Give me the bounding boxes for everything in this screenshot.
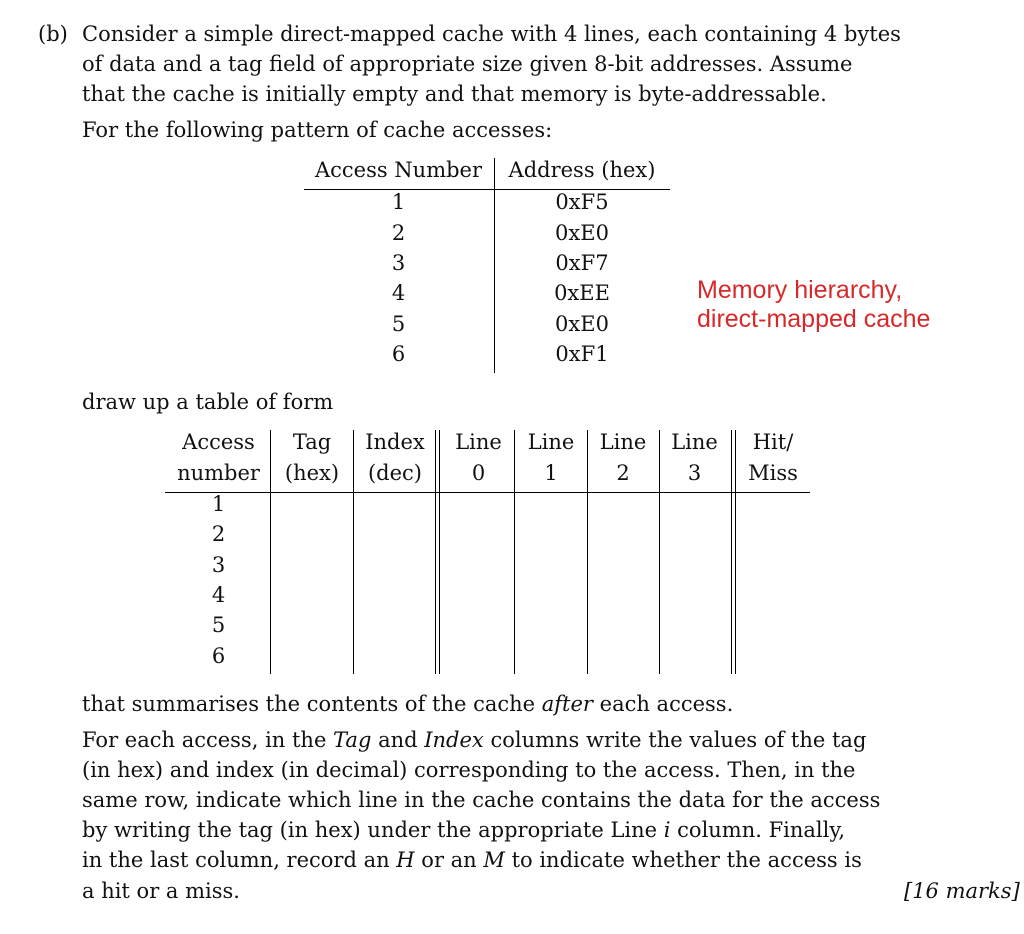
summary-text	[82, 689, 733, 719]
para-text: For each access, in the	[82, 728, 334, 752]
header-dec: (dec)	[367, 461, 423, 485]
form-row-number: 1	[211, 492, 226, 516]
header-line-1-num: 1	[544, 461, 558, 485]
access-number: 2	[391, 221, 406, 245]
header-line-2: Line	[599, 430, 647, 454]
form-table-double-rule	[435, 430, 436, 674]
header-index: Index	[365, 430, 425, 454]
intro-line-3: that the cache is initially empty and that memory is byte-addressable.	[82, 82, 827, 106]
form-row-number: 2	[211, 522, 226, 546]
summary-before: that summarises the contents of the cache	[82, 692, 542, 716]
para-text: or an	[414, 848, 484, 872]
form-row-number: 5	[211, 613, 226, 637]
access-address: 0xE0	[555, 312, 609, 336]
form-table-column-rule	[514, 430, 515, 674]
form-table-column-rule	[659, 430, 660, 674]
header-hex: (hex)	[284, 461, 340, 485]
access-number-header: Access Number	[314, 158, 483, 182]
header-line-0-num: 0	[471, 461, 486, 485]
para-text: to indicate whether the access is	[504, 848, 862, 872]
form-row-number: 6	[211, 644, 226, 668]
header-tag: Tag	[292, 430, 332, 454]
para-line-5	[82, 845, 862, 875]
para-line-2: (in hex) and index (in decimal) corresponding to the access. Then, in the	[82, 758, 856, 782]
header-miss: Miss	[748, 461, 798, 485]
access-address: 0xF7	[555, 251, 609, 275]
para-line-6: a hit or a miss.	[82, 879, 240, 903]
access-number: 6	[391, 342, 406, 366]
question-label: (b)	[38, 22, 68, 46]
para-emph-tag: Tag	[333, 728, 372, 752]
para-emph-m: M	[483, 848, 505, 872]
access-number: 3	[391, 251, 406, 275]
para-text: column. Finally,	[670, 818, 846, 842]
draw-text: draw up a table of form	[82, 390, 334, 414]
para-text: in the last column, record an	[82, 848, 397, 872]
para-emph-i: i	[663, 818, 671, 842]
form-table-double-rule	[735, 430, 736, 674]
address-header: Address (hex)	[508, 158, 656, 182]
para-emph-h: H	[396, 848, 415, 872]
para-emph-index: Index	[424, 728, 484, 752]
header-line-1: Line	[527, 430, 575, 454]
header-number: number	[177, 461, 260, 485]
access-address: 0xEE	[554, 281, 610, 305]
para-text: by writing the tag (in hex) under the appropriate Line	[82, 818, 664, 842]
para-line-4	[82, 815, 845, 845]
access-number: 5	[391, 312, 406, 336]
pattern-text: For the following pattern of cache accesses:	[82, 118, 553, 142]
form-table-column-rule	[270, 430, 271, 674]
para-line-1	[82, 725, 866, 755]
header-line-3: Line	[671, 430, 718, 454]
annotation-line-1: Memory hierarchy,	[697, 276, 903, 304]
header-line-2-num: 2	[616, 461, 630, 485]
summary-emphasis: after	[541, 692, 593, 716]
annotation-line-2: direct-mapped cache	[697, 305, 931, 333]
form-table-column-rule	[353, 430, 354, 674]
access-address: 0xF5	[555, 190, 609, 214]
intro-line-1: Consider a simple direct-mapped cache with 4 lines, each containing 4 bytes	[82, 22, 901, 46]
form-row-number: 3	[211, 553, 226, 577]
summary-after: each access.	[592, 692, 734, 716]
header-line-3-num: 3	[687, 461, 702, 485]
para-text: and	[371, 728, 425, 752]
form-table-double-rule	[731, 430, 732, 674]
header-line-0: Line	[455, 430, 502, 454]
access-table-column-rule	[494, 158, 495, 373]
header-hit: Hit/	[752, 430, 794, 454]
para-text: columns write the values of the tag	[483, 728, 867, 752]
form-table-double-rule	[439, 430, 440, 674]
access-number: 4	[391, 281, 406, 305]
para-line-3: same row, indicate which line in the cache contains the data for the access	[82, 788, 881, 812]
form-table-column-rule	[587, 430, 588, 674]
form-row-number: 4	[211, 583, 226, 607]
access-address: 0xF1	[555, 342, 609, 366]
access-address: 0xE0	[555, 221, 609, 245]
intro-line-2: of data and a tag field of appropriate size given 8-bit addresses. Assume	[82, 52, 853, 76]
access-number: 1	[391, 190, 406, 214]
header-access: Access	[182, 430, 255, 454]
marks-label: [16 marks]	[904, 879, 1020, 903]
